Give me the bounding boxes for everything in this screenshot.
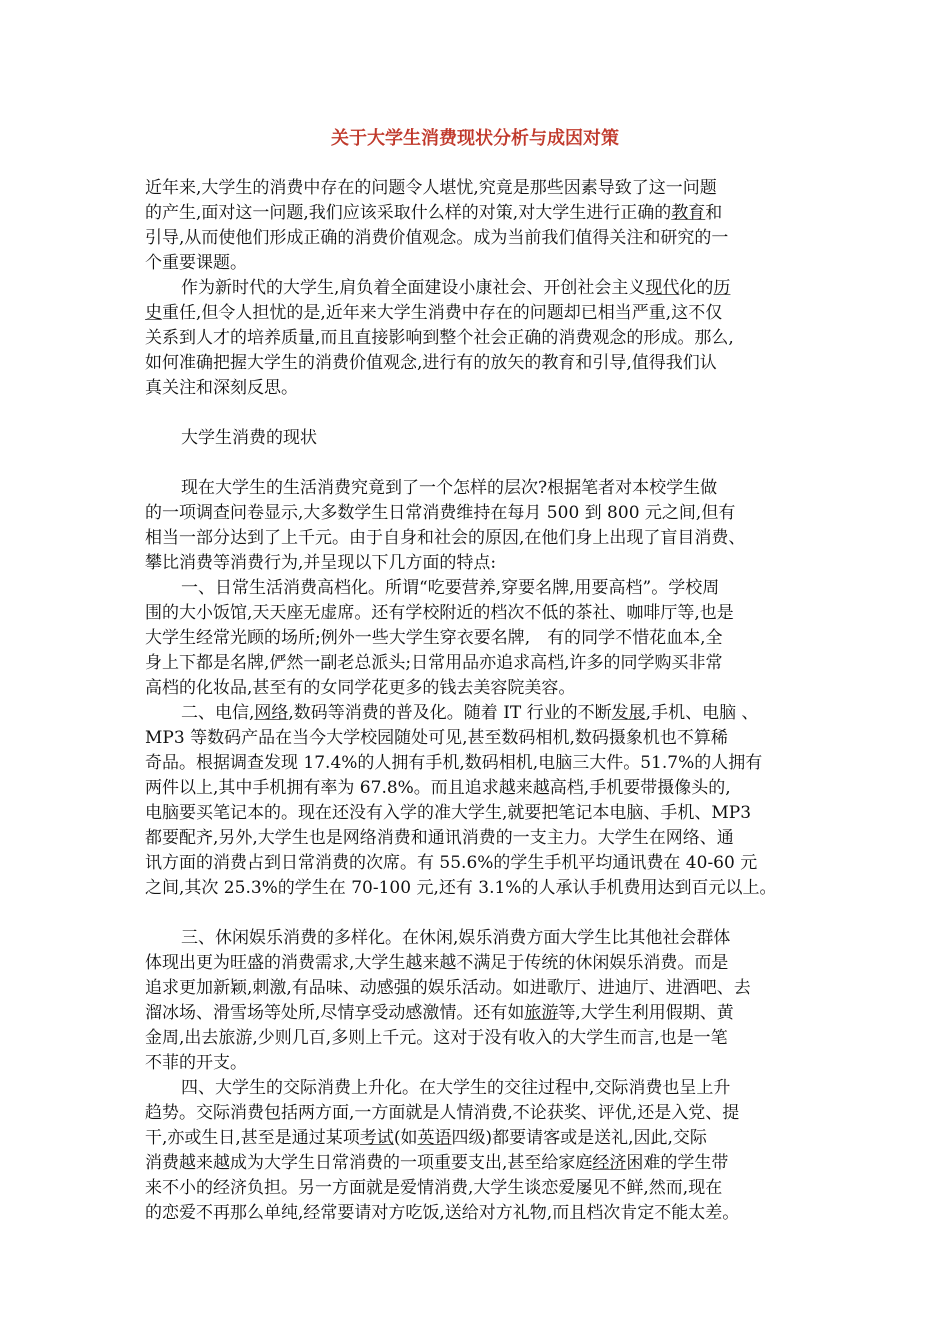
- link-exam[interactable]: 考试: [359, 1128, 394, 1148]
- paragraph-line: 一、日常生活消费高档化。所谓“吃要营养,穿要名牌,用要高档”。学校周: [181, 578, 720, 598]
- link-modern[interactable]: 现代: [645, 278, 680, 298]
- paragraph-line: 金周,出去旅游,少则几百,多则上千元。这对于没有收入的大学生而言,也是一笔: [145, 1028, 728, 1048]
- paragraph-line: 消费越来越成为大学生日常消费的一项重要支出,甚至给家庭经济困难的学生带: [145, 1153, 729, 1173]
- link-travel[interactable]: 旅游: [524, 1003, 559, 1023]
- paragraph-line: 史重任,但令人担忧的是,近年来大学生消费中存在的问题却已相当严重,这不仅: [145, 303, 723, 323]
- paragraph-line: 来不小的经济负担。另一方面就是爱情消费,大学生谈恋爱屡见不鲜,然而,现在: [145, 1178, 723, 1198]
- paragraph-line: 如何准确把握大学生的消费价值观念,进行有的放矢的教育和引导,值得我们认: [145, 353, 717, 373]
- paragraph-line: 个重要课题。: [145, 253, 247, 273]
- link-history-cont[interactable]: 史: [145, 303, 162, 323]
- link-history[interactable]: 历: [713, 278, 731, 298]
- paragraph-line: 身上下都是名牌,俨然一副老总派头;日常用品亦追求高档,许多的同学购买非常: [145, 653, 723, 673]
- link-education[interactable]: 教育: [671, 203, 706, 223]
- paragraph-line: MP3 等数码产品在当今大学校园随处可见,甚至数码相机,数码摄象机也不算稀: [145, 728, 728, 748]
- paragraph-line: 都要配齐,另外,大学生也是网络消费和通讯消费的一支主力。大学生在网络、通: [145, 828, 734, 848]
- paragraph-line: 近年来,大学生的消费中存在的问题令人堪忧,究竟是那些因素导致了这一问题: [145, 178, 717, 198]
- paragraph-line: 之间,其次 25.3%的学生在 70-100 元,还有 3.1%的人承认手机费用达到百元以上。: [145, 878, 777, 898]
- paragraph-line: 溜冰场、滑雪场等处所,尽情享受动感激情。还有如旅游等,大学生利用假期、黄: [145, 1003, 734, 1023]
- paragraph-line: 现在大学生的生活消费究竟到了一个怎样的层次?根据笔者对本校学生做: [181, 478, 718, 498]
- paragraph-line: 相当一部分达到了上千元。由于自身和社会的原因,在他们身上出现了盲目消费、: [145, 528, 746, 548]
- paragraph-line: 高档的化妆品,甚至有的女同学花更多的钱去美容院美容。: [145, 678, 576, 698]
- paragraph-line: 追求更加新颖,刺激,有品味、动感强的娱乐活动。如进歌厅、进迪厅、进酒吧、去: [145, 978, 751, 998]
- link-network[interactable]: 网络: [254, 703, 289, 723]
- paragraph-line: 体现出更为旺盛的消费需求,大学生越来越不满足于传统的休闲娱乐消费。而是: [145, 953, 729, 973]
- paragraph-line: 奇品。根据调查发现 17.4%的人拥有手机,数码相机,电脑三大件。51.7%的人拥有: [145, 753, 763, 773]
- paragraph-line: 四、大学生的交际消费上升化。在大学生的交往过程中,交际消费也呈上升: [181, 1078, 731, 1098]
- link-development[interactable]: 发展: [611, 703, 646, 723]
- paragraph-line: 的产生,面对这一问题,我们应该采取什么样的对策,对大学生进行正确的教育和: [145, 203, 723, 223]
- paragraph-line: 三、休闲娱乐消费的多样化。在休闲,娱乐消费方面大学生比其他社会群体: [181, 928, 731, 948]
- paragraph-line: 攀比消费等消费行为,并呈现以下几方面的特点:: [145, 553, 497, 573]
- section-heading: 大学生消费的现状: [181, 428, 317, 448]
- paragraph-line: 电脑要买笔记本的。现在还没有入学的准大学生,就要把笔记本电脑、手机、MP3: [145, 803, 752, 823]
- paragraph-line: 的一项调查问卷显示,大多数学生日常消费维持在每月 500 到 800 元之间,但有: [145, 503, 736, 523]
- paragraph-line: 引导,从而使他们形成正确的消费价值观念。成为当前我们值得关注和研究的一: [145, 228, 729, 248]
- link-economy[interactable]: 经济: [592, 1153, 627, 1173]
- paragraph-line: 讯方面的消费占到日常消费的次席。有 55.6%的学生手机平均通讯费在 40-60 元: [145, 853, 758, 873]
- paragraph-line: 关系到人才的培养质量,而且直接影响到整个社会正确的消费观念的形成。那么,: [145, 328, 734, 348]
- paragraph-line: 二、电信,网络,数码等消费的普及化。随着 IT 行业的不断发展,手机、电脑 、: [181, 703, 759, 723]
- link-english[interactable]: 英语: [417, 1128, 452, 1148]
- paragraph-line: 不菲的开支。: [145, 1053, 247, 1073]
- paragraph-line: 大学生经常光顾的场所;例外一些大学生穿衣要名牌, 有的同学不惜花血本,全: [145, 628, 723, 648]
- paragraph-line: 真关注和深刻反思。: [145, 378, 298, 398]
- paragraph-line: 围的大小饭馆,天天座无虚席。还有学校附近的档次不低的茶社、咖啡厅等,也是: [145, 603, 734, 623]
- paragraph-line: 作为新时代的大学生,肩负着全面建设小康社会、开创社会主义现代化的历: [181, 278, 731, 298]
- paragraph-line: 干,亦或生日,甚至是通过某项考试(如英语四级)都要请客或是送礼,因此,交际: [145, 1128, 707, 1148]
- paragraph-line: 两件以上,其中手机拥有率为 67.8%。而且追求越来越高档,手机要带摄像头的,: [145, 778, 731, 798]
- paragraph-line: 的恋爱不再那么单纯,经常要请对方吃饭,送给对方礼物,而且档次肯定不能太差。: [145, 1203, 740, 1223]
- document-title: 关于大学生消费现状分析与成因对策: [331, 128, 619, 149]
- paragraph-line: 趋势。交际消费包括两方面,一方面就是人情消费,不论获奖、评优,还是入党、提: [145, 1103, 740, 1123]
